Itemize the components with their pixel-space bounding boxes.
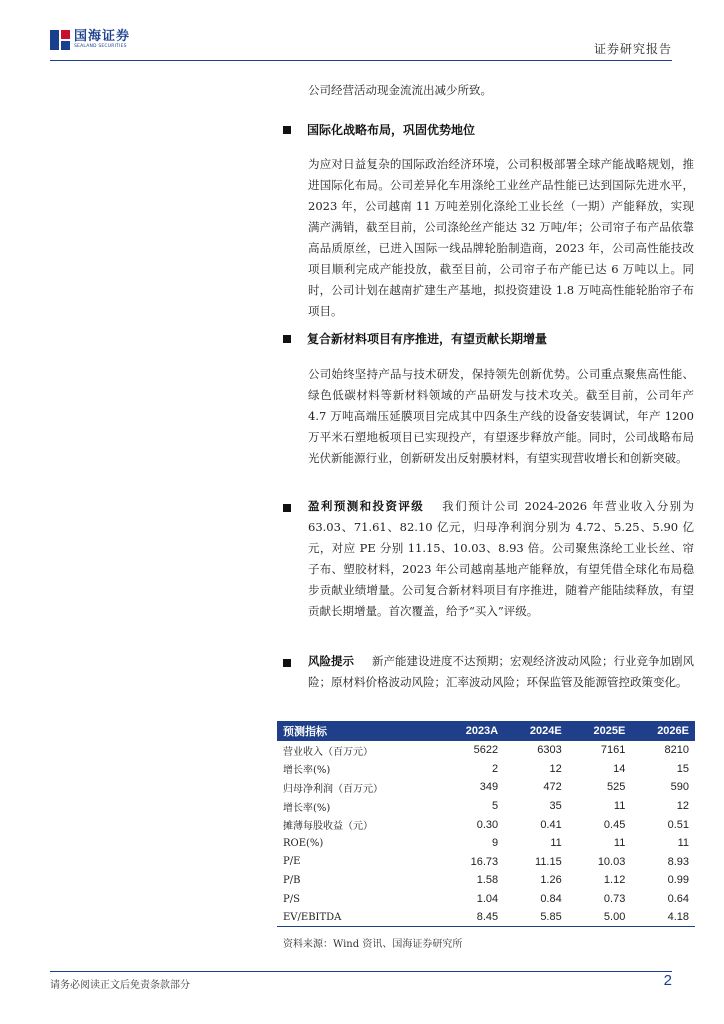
table-header-cell: 2026E [631, 721, 695, 741]
forecast-table [277, 721, 695, 927]
table-header-cell: 2024E [504, 721, 568, 741]
table-cell: 8.45 [440, 908, 505, 927]
section-heading-forecast: 盈利预测和投资评级 [308, 499, 425, 513]
table-cell: 营业收入（百万元） [283, 746, 373, 758]
table-cell: 12 [549, 762, 562, 775]
section-heading-materials: 复合新材料项目有序推进，有望贡献长期增量 [283, 330, 547, 347]
table-cell: ROE(%) [283, 837, 324, 849]
table-header-cell: 预测指标 [277, 721, 440, 741]
table-cell: 525 [606, 781, 626, 794]
table-cell: 8210 [664, 744, 689, 757]
section-body-intl: 为应对日益复杂的国际政治经济环境，公司积极部署全球产能战略规划，推进国际化布局。公司差异化车用涤纶工业丝产品性能已达到国际先进水平，2023 年，公司越南 11 万吨差别化涤纶工业长丝（一期）产能释放，实现满产满销，截至目前，公司涤纶丝产能达 32 万吨/年；公司帘子布产品依靠高品质原丝，已进入国际一线品牌轮胎制造商，2023 年，公司高性能技改项目顺利完成产能投放，截至目前，公司帘子布产能已达 6 万吨以上。同时，公司计划在越南扩建生产基地，拟投资建设 1.8 万吨高性能轮胎帘子布项目。 [308, 157, 694, 318]
footer-disclaimer: 请务必阅读正文后免责条款部分 [50, 980, 190, 991]
table-cell: 12 [676, 800, 689, 813]
table-cell: 6303 [537, 744, 562, 757]
table-row [277, 871, 695, 890]
bullet-square-icon [283, 335, 291, 343]
table-row [277, 760, 695, 779]
table-cell: 10.03 [597, 855, 626, 868]
table-cell: 5.85 [504, 908, 568, 927]
bullet-square-icon [283, 659, 291, 667]
table-cell: P/B [283, 874, 301, 886]
table-cell: 4.18 [631, 908, 695, 927]
table-cell: 14 [613, 762, 626, 775]
table-cell: 15 [676, 762, 689, 775]
table-cell: 11 [613, 800, 626, 813]
table-cell: 5.00 [568, 908, 632, 927]
table-cell: 0.99 [667, 874, 689, 887]
table-cell: EV/EBITDA [277, 908, 440, 927]
intro-line: 公司经营活动现金流流出减少所致。 [308, 83, 492, 97]
table-cell: 35 [549, 800, 562, 813]
table-row [277, 890, 695, 909]
section-body-risk: 新产能建设进度不达预期；宏观经济波动风险；行业竞争加剧风险；原材料价格波动风险；汇率波动风险；环保监管及能源管控政策变化。 [308, 654, 694, 689]
logo-name-en: SEALAND SECURITIES [74, 44, 127, 49]
table-cell: 0.73 [603, 893, 626, 906]
table-cell: P/S [283, 893, 300, 905]
table-cell: 11 [550, 837, 562, 850]
table-cell: 增长率(%) [283, 765, 331, 777]
table-row [277, 741, 695, 760]
section-heading-risk: 风险提示 [308, 654, 354, 668]
section-risk [308, 651, 694, 693]
table-cell: P/E [283, 856, 301, 868]
footer-divider [50, 971, 672, 972]
table-cell: 0.30 [476, 818, 499, 831]
table-cell: 11.15 [535, 855, 562, 868]
section-body-forecast: 我们预计公司 2024-2026 年营业收入分别为 63.03、71.61、82.10 亿元，归母净利润分别为 4.72、5.25、5.90 亿元，对应 PE 分别 11.15、10.03、8.93 倍。公司聚焦涤纶工业长丝、帘子布、塑胶材料，2023 年公司越南基地产能释放，有望凭借全球化布局稳步贡献业绩增量。公司复合新材料项目有序推进，随着产能陆续释放，有望贡献长期增量。首次覆盖，给予“买入”评级。 [308, 499, 695, 618]
section-body-materials: 公司始终坚持产品与技术研发，保持领先创新优势。公司重点聚焦高性能、绿色低碳材料等新材料领域的产品研发与技术攻关。截至目前，公司年产 4.7 万吨高端压延膜项目完成其中四条生产线的设备安装调试，年产 1200 万平米石塑地板项目已实现投产，有望逐步释放产能。同时，公司战略布局光伏新能源行业，创新研发出反射膜材料，有望实现营收增长和创新突破。 [308, 367, 694, 465]
logo-name-cn: 国海证券 [74, 29, 131, 44]
bullet-square-icon [283, 126, 291, 134]
table-row [277, 853, 695, 872]
table-cell: 472 [543, 781, 562, 794]
table-cell: 0.41 [540, 818, 562, 831]
table-cell: 8.93 [667, 855, 689, 868]
header-divider [50, 60, 672, 61]
table-cell: 5622 [473, 744, 499, 757]
table-row [277, 834, 695, 853]
table-cell: 归母净利润（百万元） [283, 783, 383, 795]
bullet-square-icon [283, 504, 291, 512]
page-number: 2 [663, 972, 672, 989]
table-cell: 11 [677, 837, 689, 850]
table-header-cell: 2023A [440, 721, 505, 741]
table-cell: 7161 [600, 744, 626, 757]
section-forecast [308, 496, 694, 622]
table-cell: 0.45 [603, 818, 626, 831]
table-cell: 1.04 [476, 893, 499, 906]
logo-mark-icon [50, 30, 70, 50]
table-cell: 9 [492, 837, 499, 850]
table-cell: 1.12 [603, 874, 626, 887]
table-cell: 590 [670, 781, 689, 794]
table-cell: 0.51 [667, 818, 689, 831]
table-row [277, 797, 695, 816]
table-cell: 11 [613, 837, 626, 850]
table-row [277, 908, 695, 927]
table-source: 资料来源：Wind 资讯、国海证券研究所 [283, 939, 463, 950]
company-logo [50, 30, 130, 50]
table-cell: 摊薄每股收益（元） [283, 821, 373, 833]
table-cell: 1.26 [540, 874, 562, 887]
table-cell: 0.84 [540, 893, 562, 906]
table-cell: 0.64 [667, 893, 689, 906]
table-cell: 349 [479, 781, 499, 794]
table-cell: 增长率(%) [283, 802, 331, 814]
table-cell: 16.73 [470, 855, 499, 868]
table-header-row [277, 721, 695, 741]
table-header-cell: 2025E [568, 721, 632, 741]
table-row [277, 815, 695, 834]
table-cell: 5 [492, 800, 499, 813]
section-heading-intl: 国际化战略布局，巩固优势地位 [283, 121, 475, 138]
table-cell: 1.58 [476, 874, 499, 887]
report-type: 证券研究报告 [593, 42, 672, 56]
table-row [277, 778, 695, 797]
table-cell: 2 [492, 762, 499, 775]
